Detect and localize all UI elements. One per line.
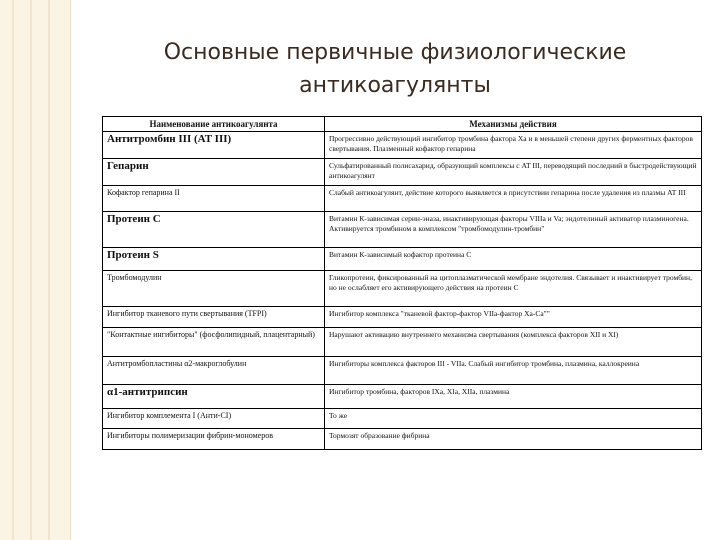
row-mechanism: Слабый антикоагулянт, действие которого выявляется в присутствии гепарина после удаления из плазмы AT III (329, 188, 686, 197)
table-row (103, 159, 701, 186)
title-line-2: антикоагулянты (299, 73, 491, 98)
table-row (103, 307, 701, 328)
left-decorative-bar (0, 0, 71, 540)
row-name: Протеин С (103, 212, 325, 247)
table-row (103, 271, 701, 307)
row-name: Протеин S (103, 248, 325, 270)
bar-stripe (12, 0, 14, 540)
bar-stripe (30, 0, 32, 540)
row-name: Гепарин (103, 159, 325, 185)
row-name: Антитромбин III (AT III) (103, 132, 325, 158)
row-mechanism: Нарушают активацию внутреннего механизма свертывания (комплекса факторов XII и XI) (329, 330, 619, 339)
row-mechanism: Сульфатированный полисахарид, образующий комплексы с AT III, переводящий последний в быстродействующий антикоагулянт (329, 161, 697, 180)
row-mechanism: То же (329, 411, 348, 420)
table-row (103, 186, 701, 212)
row-name: "Контактные ингибиторы" (фосфолипидный, плацентарный) (103, 328, 325, 356)
row-mechanism: Витамин К-зависимый кофактор протеина С (329, 250, 472, 259)
row-mechanism: Ингибитор тромбина, факторов IXa, XIa, XIIa, плазмина (329, 387, 510, 396)
row-name: Тромбомодулин (103, 271, 325, 306)
table-row (103, 357, 701, 385)
row-mechanism: Ингибитор комплекса "тканевой фактор-фактор VIIa-фактор Xa-Ca"" (329, 309, 550, 318)
anticoagulants-table (102, 116, 702, 450)
row-name: Ингибитор тканевого пути свертывания (TFPI) (103, 307, 325, 327)
header-mechanism: Механизмы действия (469, 119, 557, 129)
table-row (103, 132, 701, 159)
header-name: Наименование антикоагулянта (103, 117, 325, 131)
table-row (103, 248, 701, 271)
table-row (103, 429, 701, 449)
row-name: Ингибиторы полимеризации фибрин-мономеров (103, 429, 325, 449)
row-mechanism: Гликопротеин, фиксированный на цитоплазматической мембране эндотелия. Связывает и инактивирует тромбин, но не ослабляет его активирующего действия на протеин С (329, 273, 692, 292)
table-row (103, 385, 701, 409)
table-row (103, 409, 701, 429)
row-name: α1-антитрипсин (103, 385, 325, 408)
bar-stripe (48, 0, 50, 540)
row-mechanism: Прогрессивно действующий ингибитор тромбина фактора Ха и в меньшей степени других ферментных факторов свертывания. Плазменный кофактор гепарина (329, 134, 693, 153)
table-header-row (103, 117, 701, 132)
row-mechanism: Тормозят образование фибрина (329, 431, 430, 440)
row-name: Кофактор гепарина II (103, 186, 325, 211)
row-mechanism: Ингибиторы комплекса факторов III - VIIa. Слабый ингибитор тромбина, плазмина, каллокреина (329, 359, 640, 368)
table-row (103, 212, 701, 248)
row-name: Ингибитор комплемента I (Анти-CI) (103, 409, 325, 428)
row-mechanism: Витамин К-зависимая серин-эназа, инактивирующая факторы VIIIa и Va; эндотелиный активатор плазминогена. Активируется тромбином в комплексом "тромбомодулин-тромбин" (329, 214, 689, 233)
title-line-1: Основные первичные физиологические (163, 40, 627, 65)
table-row (103, 328, 701, 357)
row-name: Антитромбопластины α2-макроглобулин (103, 357, 325, 384)
page-title (90, 36, 700, 102)
